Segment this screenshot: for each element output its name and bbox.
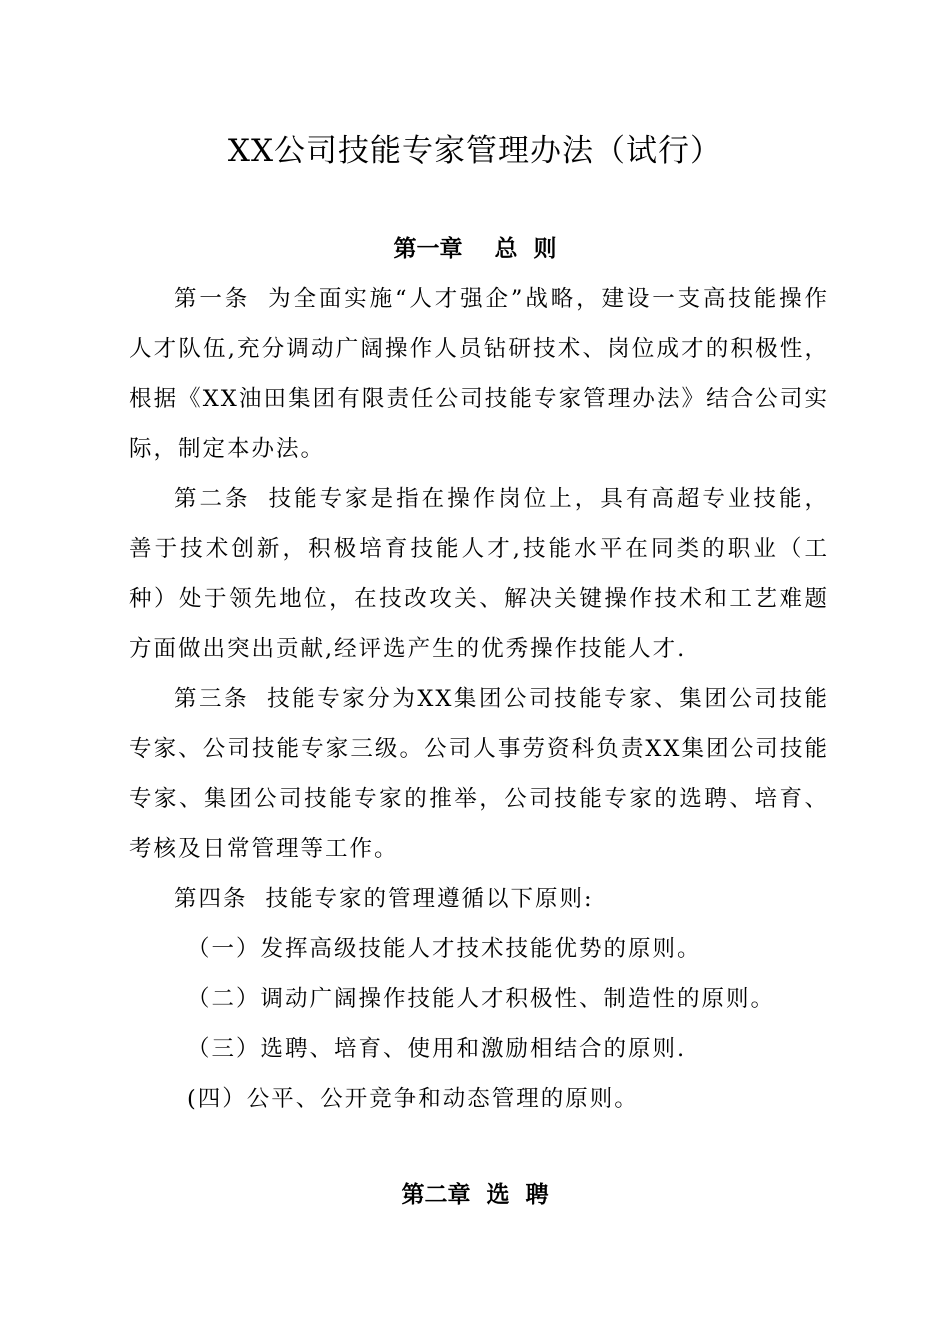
chapter-1-heading: 第一章 总 则 (393, 236, 557, 262)
article-4-text: 技能专家的管理遵循以下原则: (265, 886, 594, 912)
chapter-2-heading: 第二章 选 聘 (401, 1182, 549, 1208)
article-3 (129, 674, 829, 874)
article-2 (129, 474, 829, 674)
principle-1: （一）发挥高级技能人才技术技能优势的原则。 (187, 936, 702, 962)
article-4 (129, 874, 829, 924)
article-1-number: 第一条 (174, 286, 251, 312)
article-4-number: 第四条 (174, 886, 248, 912)
principle-2: （二）调动广阔操作技能人才积极性、制造性的原则。 (187, 986, 776, 1012)
article-3-number: 第三条 (174, 686, 250, 712)
document-title: XX公司技能专家管理办法（试行） (227, 133, 723, 169)
principle-4: (四）公平、公开竞争和动态管理的原则。 (187, 1086, 639, 1112)
article-2-number: 第二条 (174, 486, 251, 512)
article-1 (129, 274, 829, 474)
article-1-text: 为全面实施“人才强企”战略，建设一支高技能操作人才队伍,充分调动广阔操作人员钻研技术、岗位成才的积极性，根据《XX油田集团有限责任公司技能专家管理办法》结合公司实际，制定本办法。 (129, 286, 829, 462)
principle-3: （三）选聘、培育、使用和激励相结合的原则. (187, 1036, 687, 1062)
article-2-text: 技能专家是指在操作岗位上，具有高超专业技能，善于技术创新，积极培育技能人才,技能水平在同类的职业（工种）处于领先地位，在技改攻关、解决关键操作技术和工艺难题方面做出突出贡献,经评选产生的优秀操作技能人才. (129, 486, 829, 662)
chapter-1-body (129, 274, 829, 1124)
article-3-text: 技能专家分为XX集团公司技能专家、集团公司技能专家、公司技能专家三级。公司人事劳资科负责XX集团公司技能专家、集团公司技能专家的推举，公司技能专家的选聘、培育、考核及日常管理等工作。 (129, 686, 829, 862)
